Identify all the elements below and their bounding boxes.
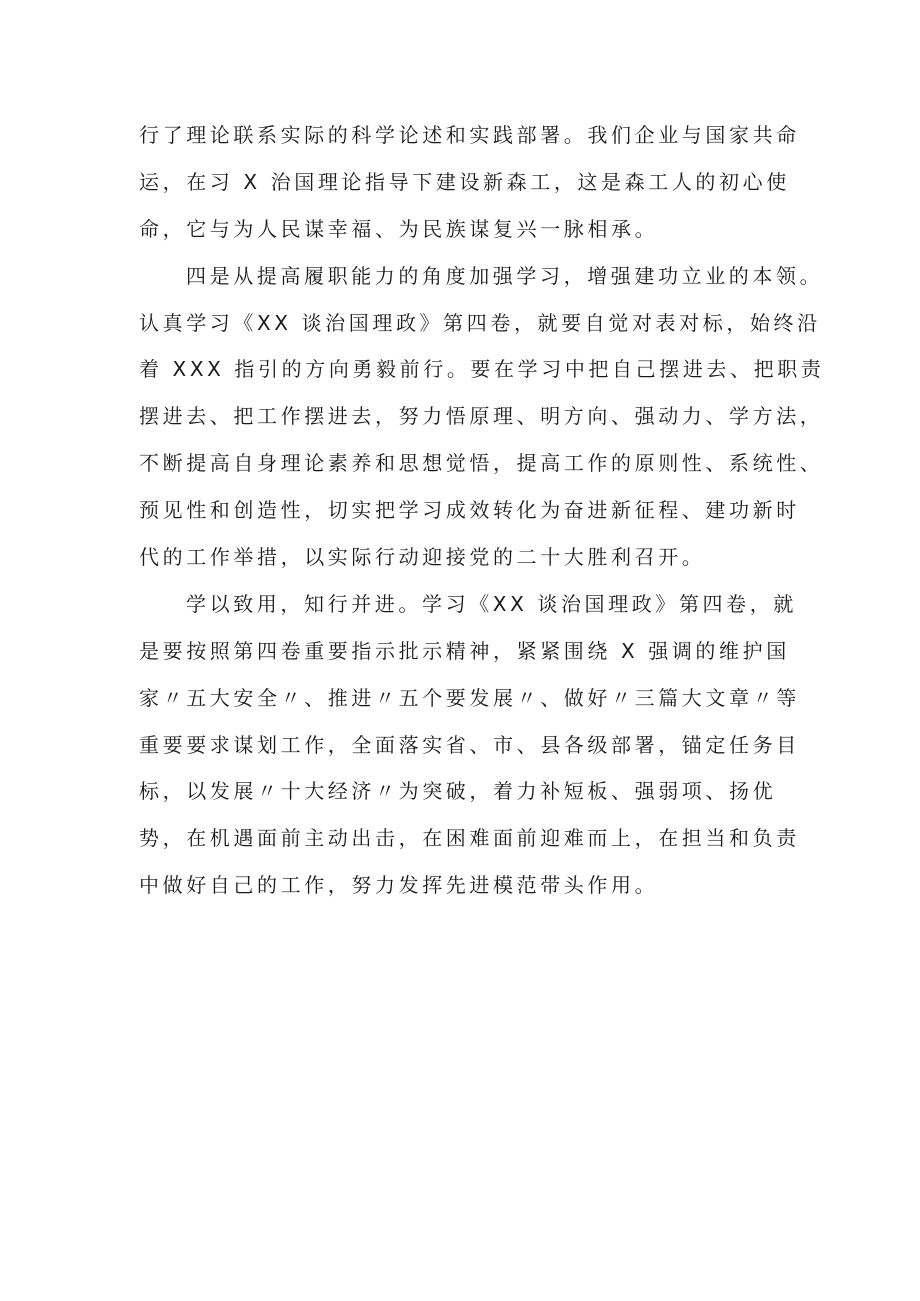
text-line: 认真学习《XX 谈治国理政》第四卷，就要自觉对表对标，始终沿	[139, 310, 821, 335]
paragraph-start-line: 学以致用，知行并进。学习《XX 谈治国理政》第四卷，就	[186, 591, 797, 616]
text-line: 家〃五大安全〃、推进〃五个要发展〃、做好〃三篇大文章〃等	[139, 685, 800, 710]
paragraph-start-line: 四是从提高履职能力的角度加强学习，增强建功立业的本领。	[186, 263, 824, 288]
text-line: 命，它与为人民谋幸福、为民族谋复兴一脉相承。	[139, 216, 659, 241]
text-line: 代的工作举措，以实际行动迎接党的二十大胜利召开。	[139, 545, 706, 570]
text-line: 预见性和创造性，切实把学习成效转化为奋进新征程、建功新时	[139, 498, 800, 523]
text-line: 势，在机遇面前主动出击，在困难面前迎难而上，在担当和负责	[139, 826, 800, 851]
text-line: 中做好自己的工作，努力发挥先进模范带头作用。	[139, 873, 659, 898]
text-line: 摆进去、把工作摆进去，努力悟原理、明方向、强动力、学方法，	[139, 404, 824, 429]
text-line: 重要要求谋划工作，全面落实省、市、县各级部署，锚定任务目	[139, 732, 800, 757]
text-line: 运，在习 X 治国理论指导下建设新森工，这是森工人的初心使	[139, 169, 790, 194]
text-line: 不断提高自身理论素养和思想觉悟，提高工作的原则性、系统性、	[139, 451, 824, 476]
document-body	[139, 112, 839, 909]
text-line: 标，以发展〃十大经济〃为突破，着力补短板、强弱项、扬优	[139, 779, 777, 804]
text-line: 行了理论联系实际的科学论述和实践部署。我们企业与国家共命	[139, 123, 800, 147]
text-line: 是要按照第四卷重要指示批示精神，紧紧围绕 X 强调的维护国	[139, 638, 790, 663]
text-line: 着 XXX 指引的方向勇毅前行。要在学习中把自己摆进去、把职责	[139, 357, 825, 382]
